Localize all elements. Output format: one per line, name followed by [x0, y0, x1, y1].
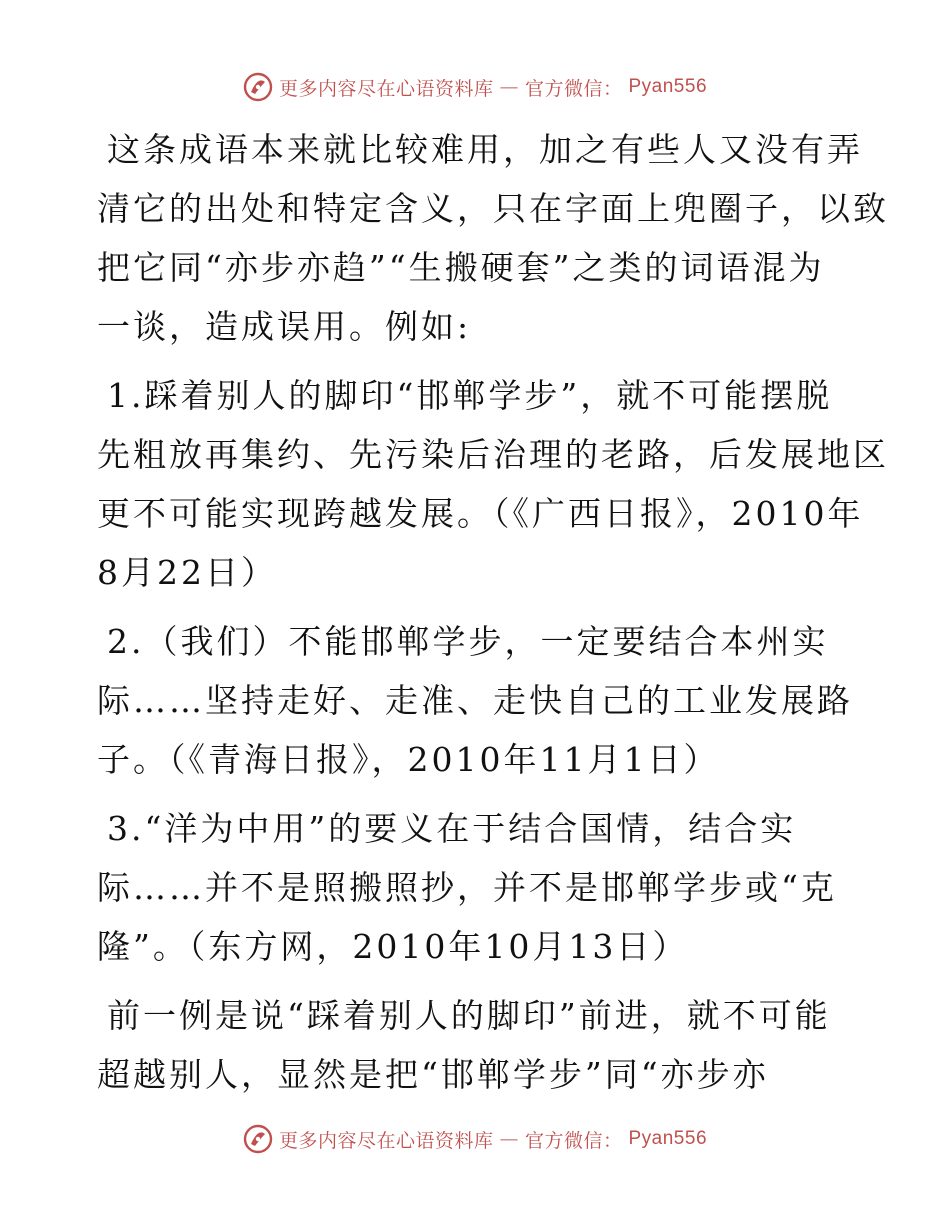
text-line: 隆”。（东方网，2010年10月13日）	[97, 927, 689, 966]
text-line: 3.“洋为中用”的要义在于结合国情，结合实	[107, 809, 797, 848]
watermark-wechat-id: Pyan556	[628, 76, 708, 97]
text-line: 一谈，造成误用。例如:	[97, 307, 472, 346]
footer-watermark	[0, 1124, 950, 1154]
text-line: 清它的出处和特定含义，只在字面上兜圈子，以致	[97, 189, 889, 228]
paragraph-example-2	[97, 612, 867, 789]
paragraph-intro	[97, 120, 889, 356]
text-line: 超越别人，显然是把“邯郸学步”同“亦步亦	[97, 1055, 769, 1094]
watermark-wechat-id: Pyan556	[628, 1128, 708, 1149]
text-line: 8月22日）	[97, 553, 277, 592]
header-watermark	[0, 72, 950, 102]
watermark-separator: —	[499, 76, 519, 98]
watermark-separator: —	[499, 1128, 519, 1150]
paragraph-example-3	[97, 799, 867, 976]
text-line: 先粗放再集约、先污染后治理的老路，后发展地区	[97, 435, 889, 474]
watermark-text: 更多内容尽在心语资料库	[278, 1129, 494, 1152]
text-line: 这条成语本来就比较难用，加之有些人又没有弄	[107, 130, 863, 169]
paragraph-analysis	[97, 986, 867, 1104]
text-line: 把它同“亦步亦趋”“生搬硬套”之类的词语混为	[97, 248, 825, 287]
text-line: 更不可能实现跨越发展。（《广西日报》，2010年	[97, 494, 864, 533]
brand-logo-icon	[243, 1124, 273, 1154]
text-line: 2.（我们）不能邯郸学步，一定要结合本州实	[107, 622, 829, 661]
watermark-wechat-label: 官方微信：	[524, 1129, 623, 1152]
watermark-wechat-label: 官方微信：	[524, 77, 623, 100]
paragraph-example-1	[97, 366, 889, 602]
watermark-text: 更多内容尽在心语资料库	[278, 77, 494, 100]
document-body	[97, 120, 889, 1114]
text-line: 1.踩着别人的脚印“邯郸学步”，就不可能摆脱	[107, 376, 833, 415]
brand-logo-icon	[243, 72, 273, 102]
text-line: 子。（《青海日报》，2010年11月1日）	[97, 740, 720, 779]
text-line: 际……并不是照搬照抄，并不是邯郸学步或“克	[97, 868, 837, 907]
text-line: 前一例是说“踩着别人的脚印”前进，就不可能	[107, 996, 831, 1035]
text-line: 际……坚持走好、走准、走快自己的工业发展路	[97, 681, 853, 720]
